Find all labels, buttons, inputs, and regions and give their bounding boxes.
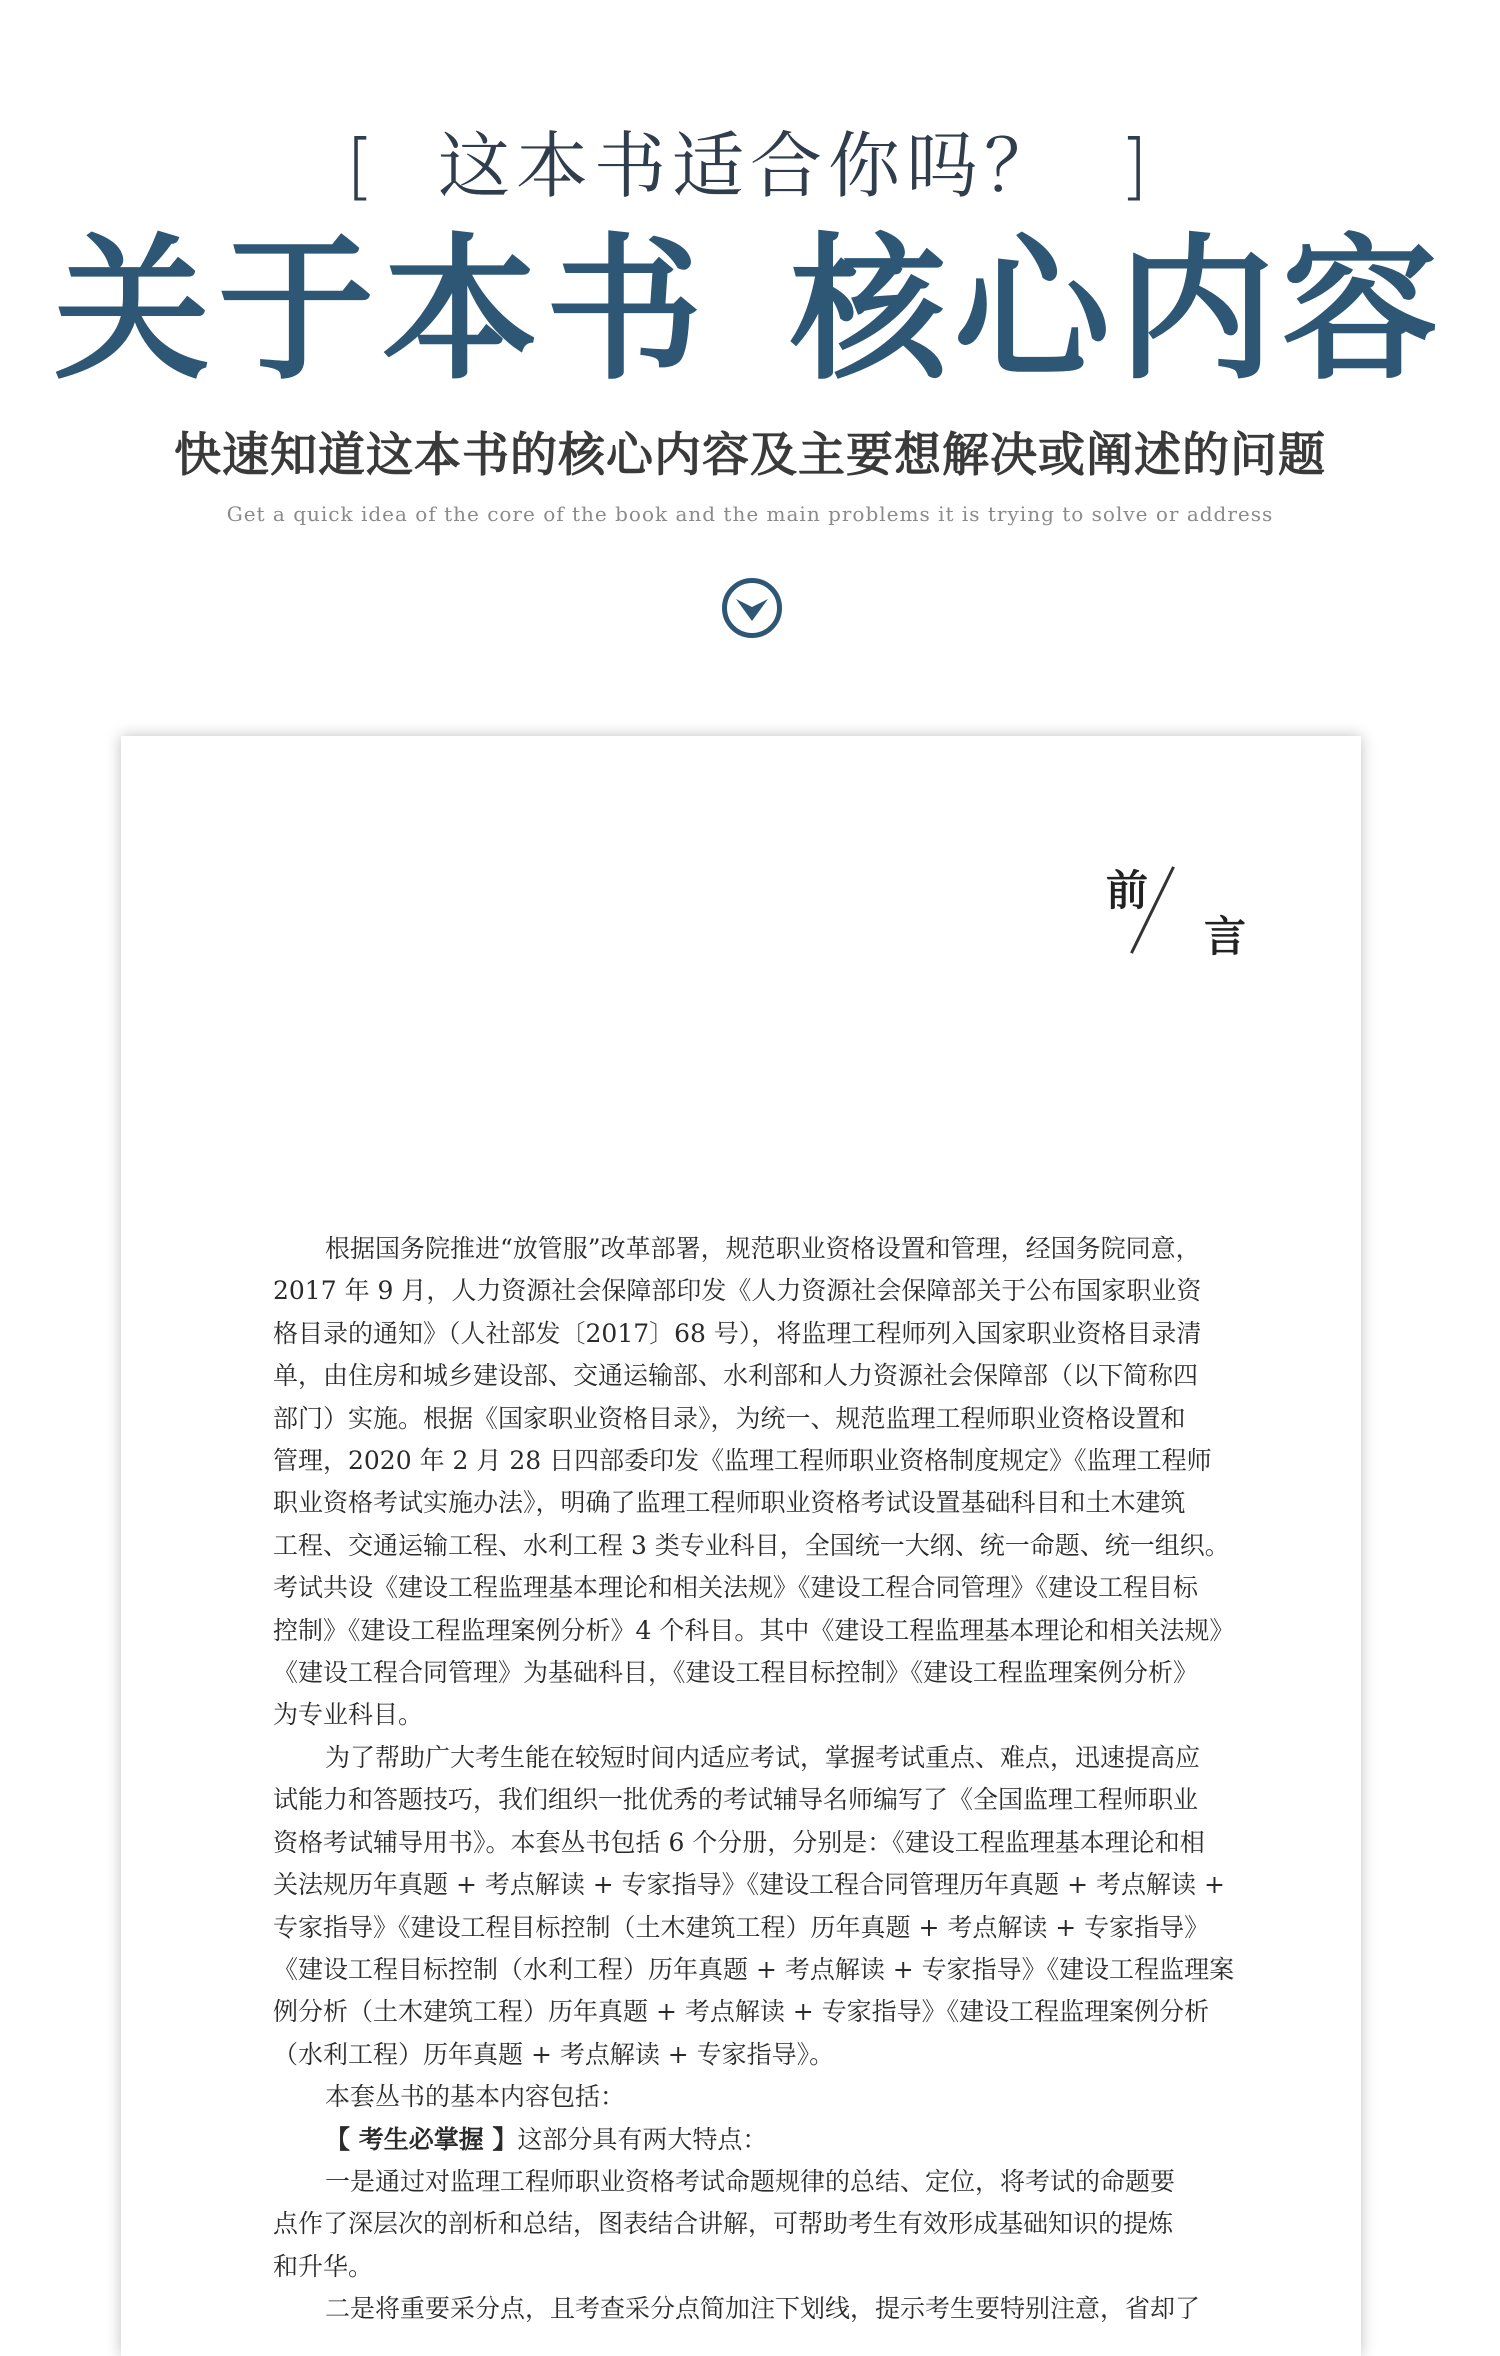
text-line: 职业资格考试实施办法》，明确了监理工程师职业资格考试设置基础科目和土木建筑 — [273, 1488, 1186, 1518]
text-line: 关法规历年真题 + 考点解读 + 专家指导》《建设工程合同管理历年真题 + 考点解读 + — [273, 1870, 1225, 1900]
preface-body — [273, 1228, 1373, 2331]
chevron-down-circle-icon[interactable] — [722, 578, 782, 638]
text-line: 本套丛书的基本内容包括： — [325, 2082, 626, 2112]
preface-heading-part2: 言 — [1204, 912, 1247, 961]
title-left: 关于本书 — [54, 218, 710, 401]
text-line: 专家指导》《建设工程目标控制（土木建筑工程）历年真题 + 考点解读 + 专家指导》 — [273, 1912, 1210, 1942]
book-page — [121, 736, 1361, 2356]
text-line: 控制》《建设工程监理案例分析》4 个科目。其中《建设工程监理基本理论和相关法规》 — [273, 1615, 1235, 1645]
title-right: 核心内容 — [790, 218, 1446, 401]
text-line: 部门）实施。根据《国家职业资格目录》，为统一、规范监理工程师职业资格设置和 — [273, 1403, 1186, 1433]
text-line: 试能力和答题技巧，我们组织一批优秀的考试辅导名师编写了《全国监理工程师职业 — [273, 1785, 1199, 1815]
text-line: 考试共设《建设工程监理基本理论和相关法规》《建设工程合同管理》《建设工程目标 — [273, 1573, 1199, 1603]
main-title — [0, 218, 1500, 401]
text-line: 点作了深层次的剖析和总结，图表结合讲解，可帮助考生有效形成基础知识的提炼 — [273, 2209, 1174, 2239]
bracket-open: [ — [346, 124, 381, 208]
text-line: 二是将重要采分点，且考查采分点简加注下划线，提示考生要特别注意，省却了 — [325, 2294, 1201, 2324]
text-line: 《建设工程目标控制（水利工程）历年真题 + 考点解读 + 专家指导》《建设工程监理案 — [273, 1954, 1235, 1984]
section-label: 【 考生必掌握 】 — [325, 2124, 518, 2154]
preface-heading-part1: 前 — [1106, 866, 1149, 915]
question-text: 这本书适合你吗？ — [437, 124, 1062, 208]
text-line: 《建设工程合同管理》为基础科目，《建设工程目标控制》《建设工程监理案例分析》 — [273, 1658, 1199, 1688]
text-line: 为专业科目。 — [273, 1700, 424, 1730]
text-line: 格目录的通知》（人社部发〔2017〕68 号），将监理工程师列入国家职业资格目录清 — [273, 1318, 1202, 1348]
bracket-close: ] — [1119, 124, 1154, 208]
text-line: 例分析（土木建筑工程）历年真题 + 考点解读 + 专家指导》《建设工程监理案例分析 — [273, 1997, 1210, 2027]
section-desc: 这部分具有两大特点： — [517, 2124, 768, 2154]
text-line: 为了帮助广大考生能在较短时间内适应考试，掌握考试重点、难点，迅速提高应 — [325, 1742, 1201, 1772]
text-line: 单，由住房和城乡建设部、交通运输部、水利部和人力资源社会保障部（以下简称四 — [273, 1361, 1199, 1391]
text-line: 和升华。 — [273, 2251, 374, 2281]
text-line: 2017 年 9 月，人力资源社会保障部印发《人力资源社会保障部关于公布国家职业资 — [273, 1276, 1202, 1306]
subtitle-en: Get a quick idea of the core of the book and the main problems it is trying to solve or address — [226, 502, 1274, 526]
section-line — [273, 2119, 1373, 2161]
text-line: 资格考试辅导用书》。本套丛书包括 6 个分册，分别是：《建设工程监理基本理论和相 — [273, 1827, 1205, 1857]
text-line: 管理，2020 年 2 月 28 日四部委印发《监理工程师职业资格制度规定》《监理工程师 — [273, 1446, 1212, 1476]
text-line: 一是通过对监理工程师职业资格考试命题规律的总结、定位，将考试的命题要 — [325, 2166, 1176, 2196]
text-line: 工程、交通运输工程、水利工程 3 类专业科目，全国统一大纲、统一命题、统一组织。 — [273, 1530, 1230, 1560]
text-line: 根据国务院推进“放管服”改革部署，规范职业资格设置和管理，经国务院同意， — [325, 1234, 1201, 1263]
subtitle-cn: 快速知道这本书的核心内容及主要想解决或阐述的问题 — [174, 428, 1326, 483]
text-line: （水利工程）历年真题 + 考点解读 + 专家指导》。 — [273, 2039, 835, 2069]
question-heading — [0, 108, 1500, 212]
